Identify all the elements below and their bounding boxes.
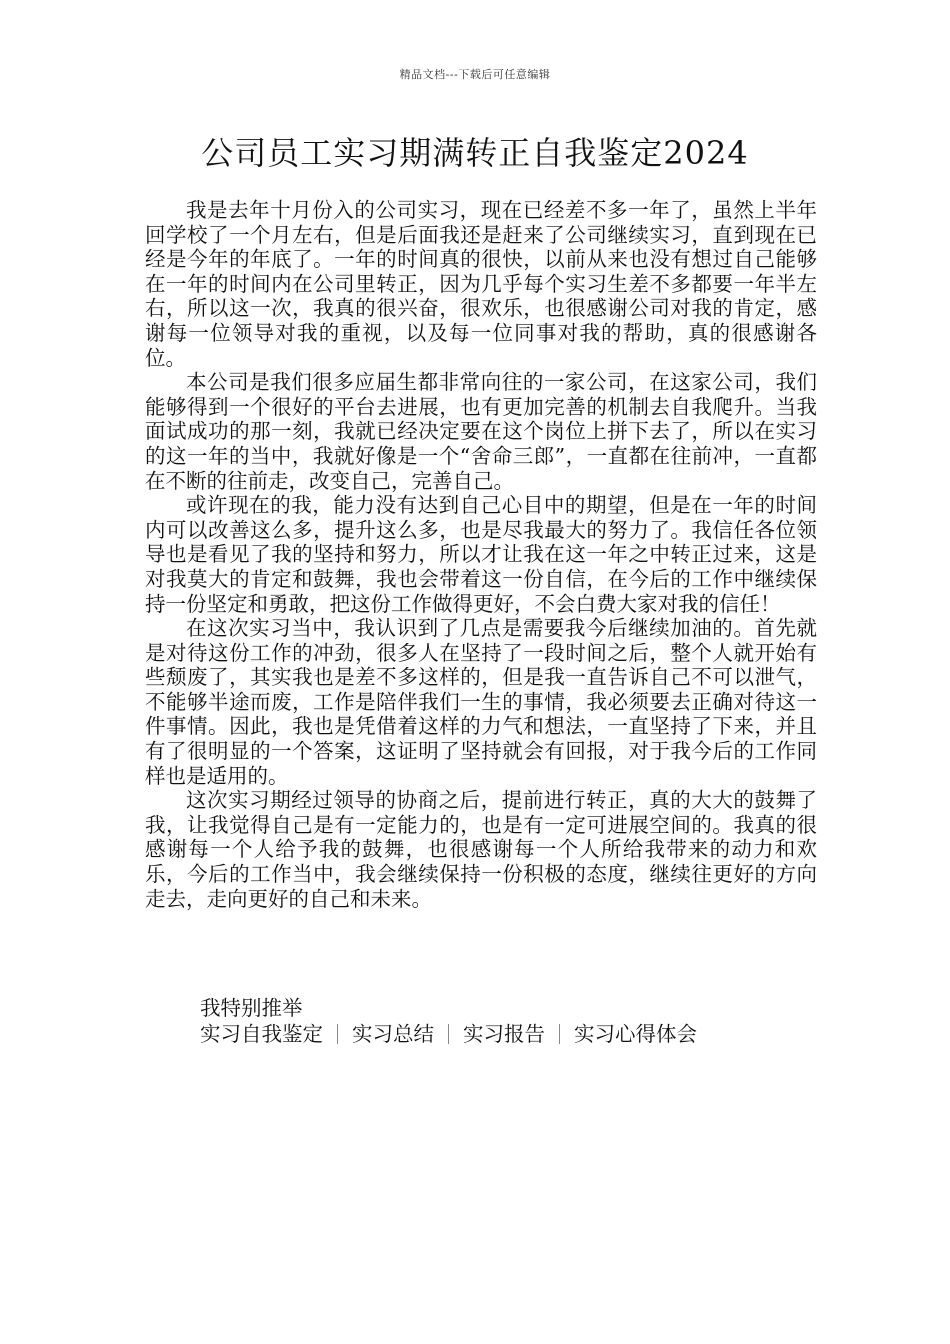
paragraph: 我是去年十月份入的公司实习，现在已经差不多一年了，虽然上半年回学校了一个月左右，但是后面我还是赶来了公司继续实习，直到现在已经是今年的年底了。一年的时间真的很快，以前从来也没有想过自己能够在一年的时间内在公司里转正，因为几乎每个实习生差不多都要一年半左右，所以这一次，我真的很兴奋，很欢乐，也很感谢公司对我的肯定，感谢每一位领导对我的重视，以及每一位同事对我的帮助，真的很感谢各位。 [145, 198, 817, 370]
document-body [145, 198, 817, 911]
link-separator [559, 1024, 560, 1044]
paragraph: 在这次实习当中，我认识到了几点是需要我今后继续加油的。首先就是对待这份工作的冲劲，很多人在坚持了一段时间之后，整个人就开始有些颓废了，其实我也是差不多这样的，但是我一直告诉自己不可以泄气，不能够半途而废，工作是陪伴我们一生的事情，我必须要去正确对待这一件事情。因此，我也是凭借着这样的力气和想法，一直坚持了下来，并且有了很明显的一个答案，这证明了坚持就会有回报，对于我今后的工作同样也是适用的。 [145, 616, 817, 788]
document-title: 公司员工实习期满转正自我鉴定2024 [201, 134, 749, 172]
paragraph: 这次实习期经过领导的协商之后，提前进行转正，真的大大的鼓舞了我，让我觉得自己是有一定能力的，也是有一定可进展空间的。我真的很感谢每一个人给予我的鼓舞，也很感谢每一个人所给我带来的动力和欢乐，今后的工作当中，我会继续保持一份积极的态度，继续往更好的方向走去，走向更好的自己和未来。 [145, 788, 817, 911]
recommend-section [200, 995, 820, 1047]
link-separator [337, 1024, 338, 1044]
link-internship-summary[interactable]: 实习总结 [352, 1022, 434, 1046]
link-internship-report[interactable]: 实习报告 [463, 1022, 545, 1046]
link-separator [448, 1024, 449, 1044]
link-internship-self-appraisal[interactable]: 实习自我鉴定 [200, 1022, 323, 1046]
paragraph: 本公司是我们很多应届生都非常向往的一家公司，在这家公司，我们能够得到一个很好的平台去进展，也有更加完善的机制去自我爬升。当我面试成功的那一刻，我就已经决定要在这个岗位上拼下去了，所以在实习的这一年的当中，我就好像是一个“舍命三郎”，一直都在往前冲，一直都在不断的往前走，改变自己，完善自己。 [145, 370, 817, 493]
recommend-links [200, 1021, 820, 1047]
link-internship-reflections[interactable]: 实习心得体会 [574, 1022, 697, 1046]
paragraph: 或许现在的我，能力没有达到自己心目中的期望，但是在一年的时间内可以改善这么多，提升这么多，也是尽我最大的努力了。我信任各位领导也是看见了我的坚持和努力，所以才让我在这一年之中转正过来，这是对我莫大的肯定和鼓舞，我也会带着这一份自信，在今后的工作中继续保持一份坚定和勇敢，把这份工作做得更好，不会白费大家对我的信任！ [145, 493, 817, 616]
header-note: 精品文档---下载后可任意编辑 [399, 68, 551, 81]
recommend-heading: 我特别推举 [200, 996, 303, 1020]
